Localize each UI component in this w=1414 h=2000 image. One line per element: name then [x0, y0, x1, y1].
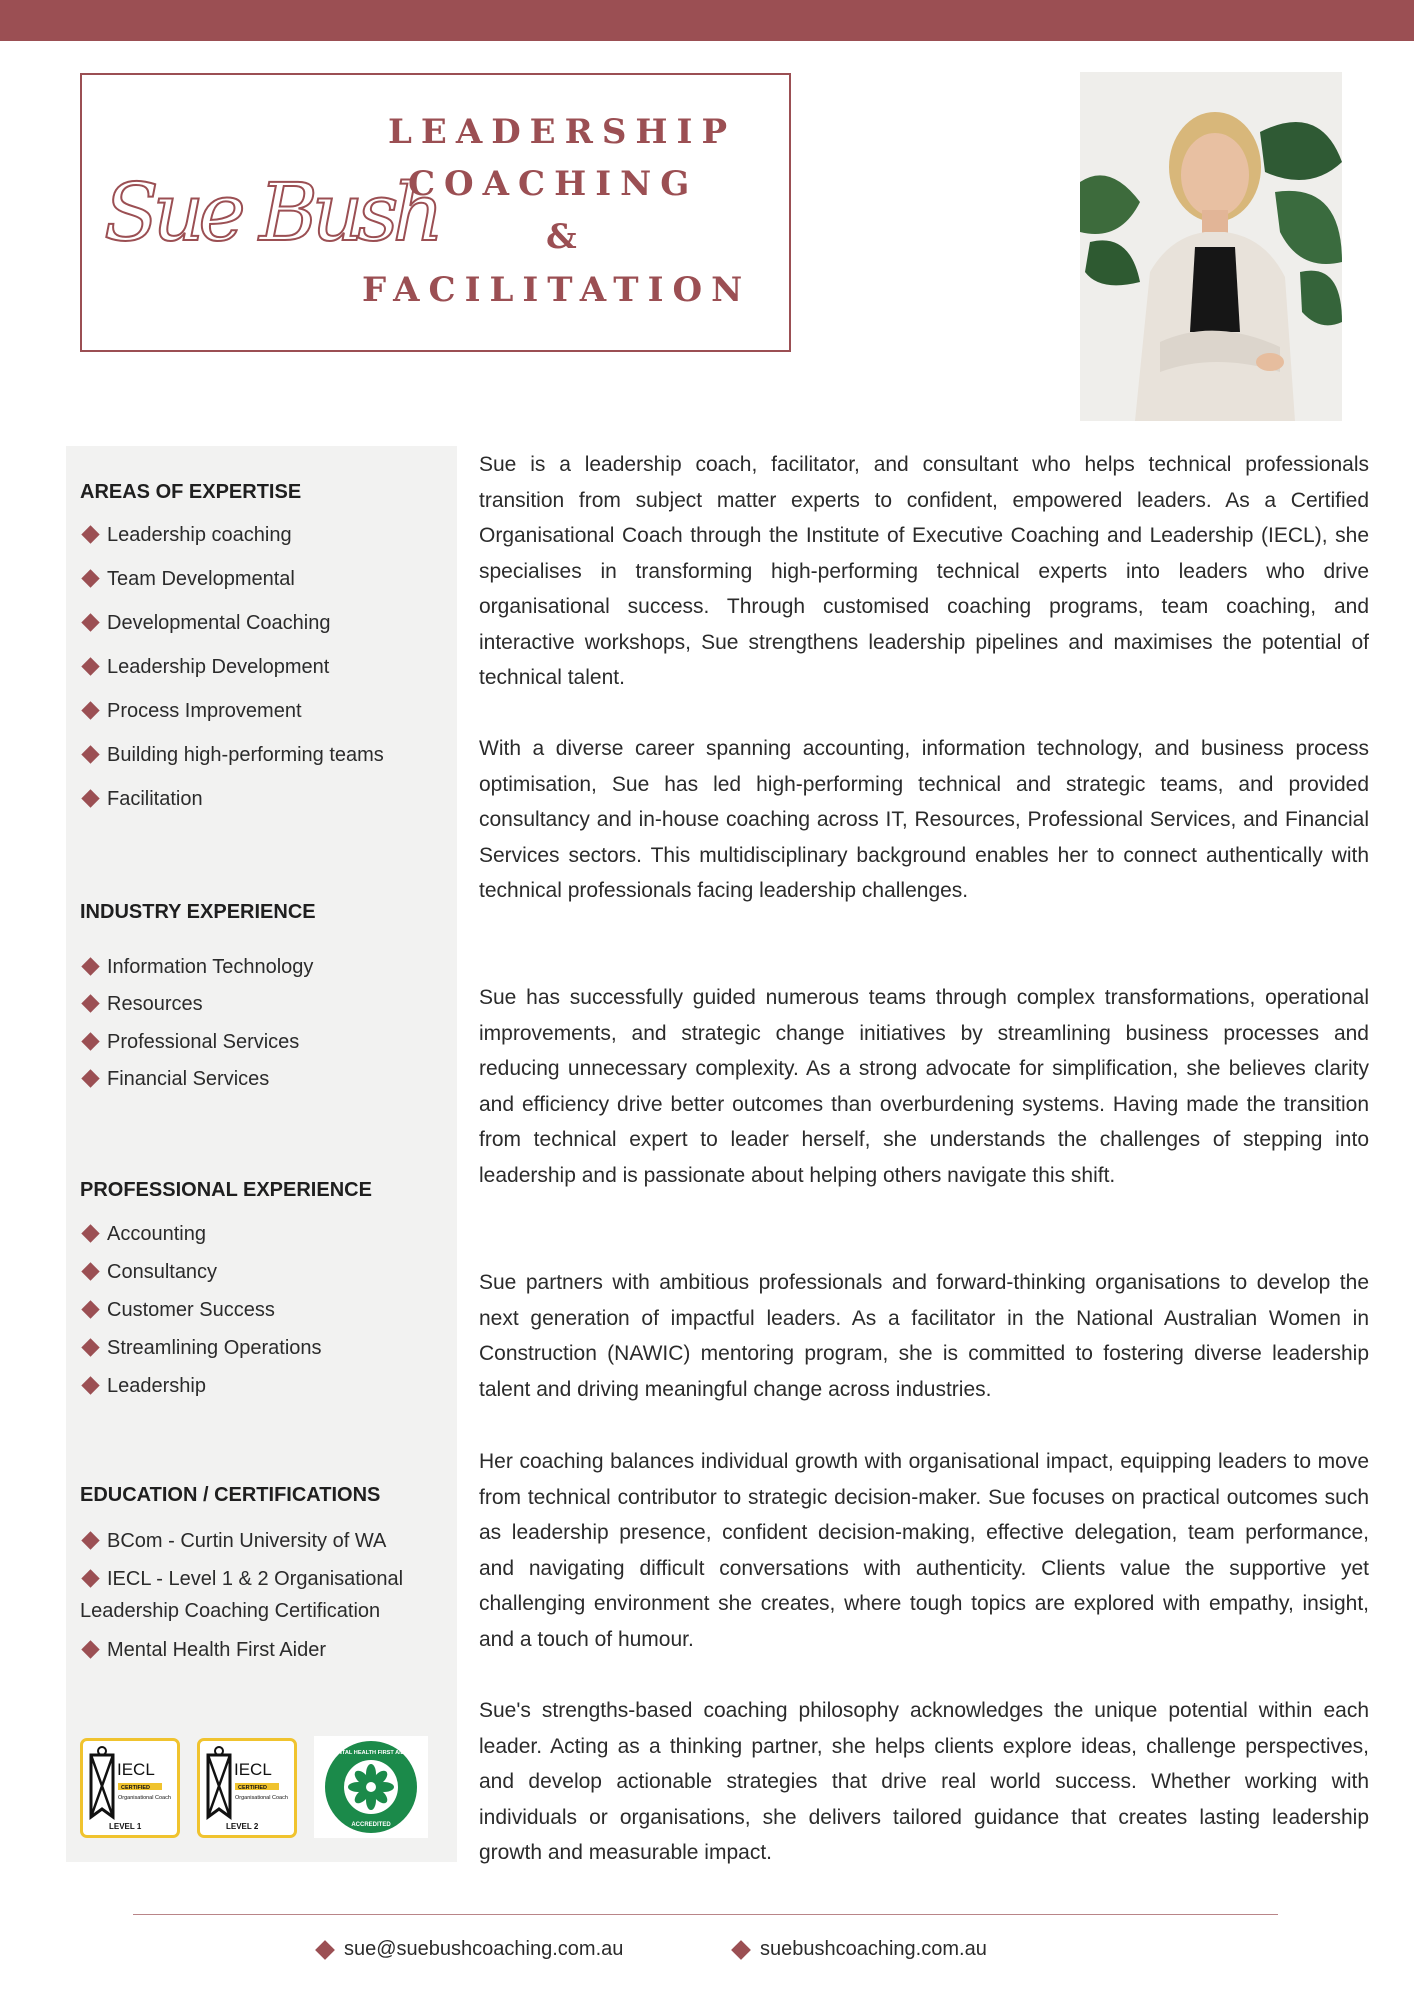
expertise-item: Leadership Development [80, 651, 450, 683]
bio-paragraph-1: Sue is a leadership coach, facilitator, and consultant who helps technical professionals transition from subject matter experts to confident, empowered leaders. As a Certified Organisational Coach through the Institute of Executive Coaching and Leadership (IECL), she specialises in transforming high-performing technical experts into leaders who drive organisational success. Through customised coaching programs, team coaching, and interactive workshops, Sue strengthens leadership pipelines and maximises the potential of technical talent. [479, 453, 1369, 689]
bio-paragraph-2: With a diverse career spanning accounting, information technology, and business process optimisation, Sue has led high-performing technical and strategic teams, and provided consultancy and in-house coaching across IT, Resources, Professional Services, and Financial Services sectors. This multidisciplinary background enables her to connect authentically with technical professionals facing leadership challenges. [479, 737, 1369, 902]
iecl-badge-icon [200, 1741, 294, 1835]
footer-email[interactable] [318, 1938, 623, 1961]
svg-text:Organisational Coach: Organisational Coach [118, 1795, 171, 1801]
svg-text:IECL: IECL [234, 1760, 272, 1779]
professional-item: Leadership [80, 1370, 450, 1402]
diamond-bullet-icon [81, 790, 99, 808]
diamond-bullet-icon [81, 570, 99, 588]
diamond-bullet-icon [315, 1940, 335, 1960]
title-line-ampersand: & [546, 217, 586, 257]
diamond-bullet-icon [81, 995, 99, 1013]
section-title-industry: INDUSTRY EXPERIENCE [80, 901, 316, 923]
diamond-bullet-icon [81, 958, 99, 976]
diamond-bullet-icon [81, 1641, 99, 1659]
diamond-bullet-icon [81, 658, 99, 676]
svg-text:LEVEL 1: LEVEL 1 [109, 1822, 142, 1831]
title-line-facilitation: FACILITATION [362, 270, 752, 310]
signature-text: Sue Bush [104, 166, 438, 259]
professional-item: Consultancy [80, 1256, 450, 1288]
industry-item: Professional Services [80, 1026, 450, 1058]
svg-text:IECL: IECL [117, 1760, 155, 1779]
diamond-bullet-icon [81, 614, 99, 632]
section-title-education: EDUCATION / CERTIFICATIONS [80, 1484, 381, 1506]
diamond-bullet-icon [81, 702, 99, 720]
diamond-bullet-icon [81, 1263, 99, 1281]
website-text[interactable]: suebushcoaching.com.au [760, 1938, 987, 1960]
bio-paragraph-5: Her coaching balances individual growth with organisational impact, equipping leaders to move from technical contributor to strategic decision-maker. Sue focuses on practical outcomes such as leadership presence, confident decision-making, effective delegation, team performance, and navigating difficult conversations with authenticity. Clients value the supportive yet challenging environment she creates, where tough topics are explored with empathy, insight, and a touch of humour. [479, 1450, 1369, 1651]
industry-item: Financial Services [80, 1063, 450, 1095]
svg-text:CERTIFIED: CERTIFIED [121, 1785, 151, 1791]
diamond-bullet-icon [81, 1377, 99, 1395]
section-title-expertise: AREAS OF EXPERTISE [80, 481, 302, 503]
portrait-photo [1080, 72, 1342, 421]
title-line-leadership: LEADERSHIP [388, 112, 737, 152]
bio-paragraph-4: Sue partners with ambitious professionals and forward-thinking organisations to develop the next generation of impactful leaders. As a facilitator in the National Australian Women in Construction (NAWIC) mentoring program, she is committed to fostering diverse leadership talent and driving meaningful change across industries. [479, 1271, 1369, 1401]
expertise-item: Team Developmental [80, 563, 450, 595]
iecl-level1-badge [80, 1738, 180, 1838]
svg-text:CERTIFIED: CERTIFIED [238, 1785, 268, 1791]
diamond-bullet-icon [731, 1940, 751, 1960]
iecl-badge-icon [83, 1741, 177, 1835]
professional-item: Streamlining Operations [80, 1332, 450, 1364]
footer-website[interactable] [734, 1938, 987, 1961]
education-item: Mental Health First Aider [80, 1634, 450, 1666]
diamond-bullet-icon [81, 1301, 99, 1319]
expertise-item: Process Improvement [80, 695, 450, 727]
expertise-item: Developmental Coaching [80, 607, 450, 639]
signature-logo [100, 140, 438, 290]
bio-paragraph-3: Sue has successfully guided numerous teams through complex transformations, operational improvements, and strategic change initiatives by streamlining business processes and reducing unnecessary complexity. As a strong advocate for simplification, she believes clarity and efficiency drive better outcomes than overburdening systems. Having made the transition from technical expert to leader herself, she understands the challenges of stepping into leadership and is passionate about helping others navigate this shift. [479, 986, 1369, 1187]
expertise-item: Leadership coaching [80, 519, 450, 551]
diamond-bullet-icon [81, 1339, 99, 1357]
mhfa-badge-icon [314, 1736, 428, 1838]
industry-item: Resources [80, 988, 450, 1020]
professional-item: Customer Success [80, 1294, 450, 1326]
expertise-item: Facilitation [80, 783, 450, 815]
diamond-bullet-icon [81, 1033, 99, 1051]
diamond-bullet-icon [81, 526, 99, 544]
section-title-professional: PROFESSIONAL EXPERIENCE [80, 1179, 372, 1201]
svg-text:ACCREDITED: ACCREDITED [351, 1822, 391, 1828]
diamond-bullet-icon [81, 1532, 99, 1550]
professional-item: Accounting [80, 1218, 450, 1250]
email-text[interactable]: sue@suebushcoaching.com.au [344, 1938, 624, 1960]
diamond-bullet-icon [81, 746, 99, 764]
diamond-bullet-icon [81, 1225, 99, 1243]
svg-text:MENTAL HEALTH FIRST AIDER: MENTAL HEALTH FIRST AIDER [329, 1750, 413, 1756]
bio-paragraph-6: Sue's strengths-based coaching philosophy acknowledges the unique potential within each leader. Acting as a thinking partner, she helps clients explore ideas, challenge perspectives, and develop actionable strategies that drive real world success. Whether working with individuals or organisations, she delivers tailored guidance that creates lasting leadership growth and measurable impact. [479, 1699, 1369, 1864]
industry-item: Information Technology [80, 951, 450, 983]
title-line-coaching: COACHING [408, 164, 699, 204]
iecl-level2-badge [197, 1738, 297, 1838]
svg-text:LEVEL 2: LEVEL 2 [226, 1822, 259, 1831]
mhfa-badge [314, 1736, 428, 1838]
diamond-bullet-icon [81, 1570, 99, 1588]
top-accent-bar [0, 0, 1414, 41]
footer-divider [133, 1914, 1278, 1915]
expertise-item: Building high-performing teams [80, 739, 450, 771]
svg-text:Organisational Coach: Organisational Coach [235, 1795, 288, 1801]
education-item: IECL - Level 1 & 2 Organisational Leadership Coaching Certification [80, 1568, 404, 1622]
education-item: BCom - Curtin University of WA [80, 1525, 450, 1557]
diamond-bullet-icon [81, 1070, 99, 1088]
